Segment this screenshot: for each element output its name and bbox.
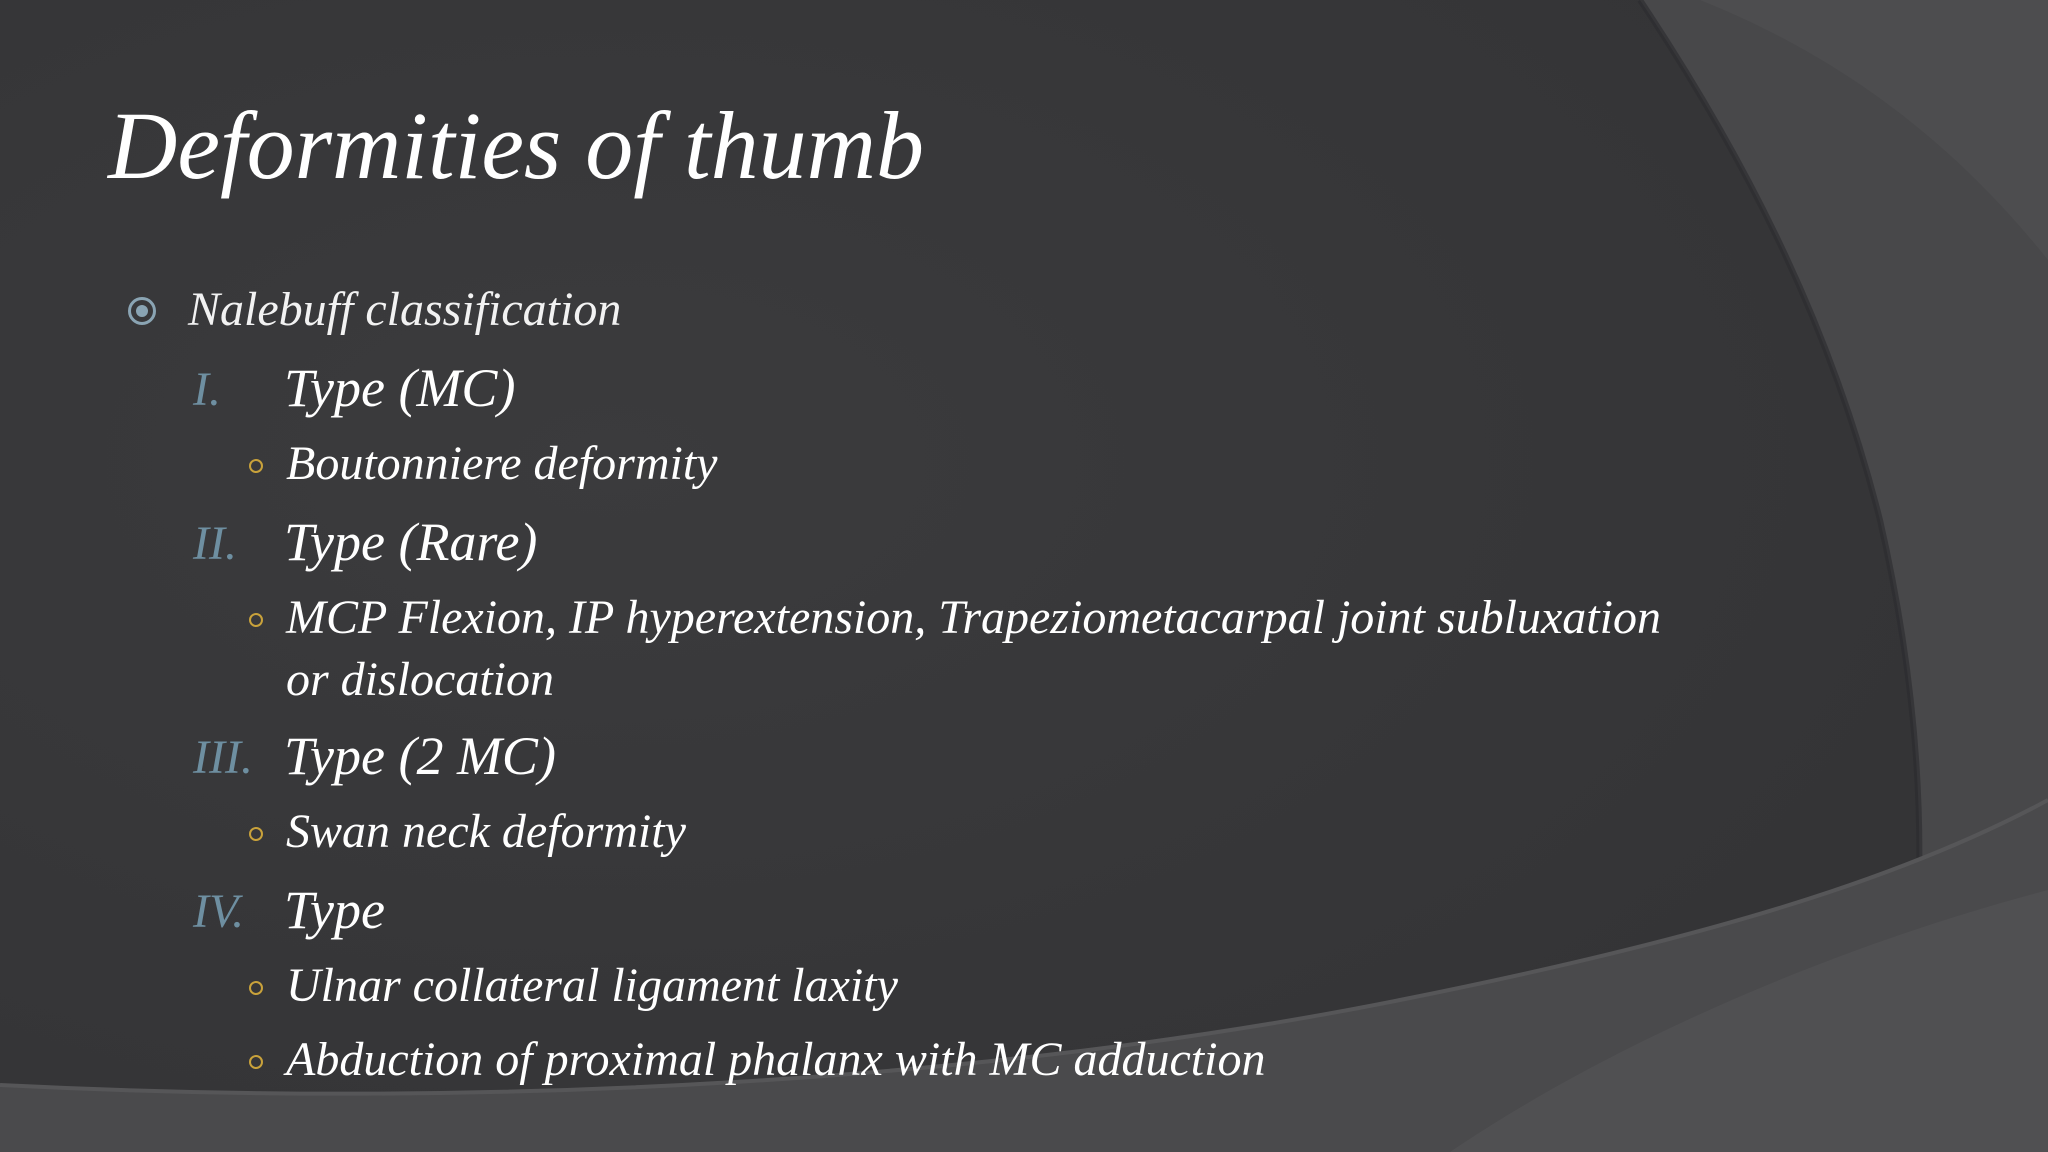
type-label: Type (MC) (284, 358, 516, 418)
type-detail-continuation: or dislocation (286, 653, 555, 706)
type-label: Type (2 MC) (284, 726, 556, 786)
circle-bullet-icon (249, 981, 263, 995)
type-detail: Abduction of proximal phalanx with MC adduction (286, 1033, 1266, 1086)
slide-title: Deformities of thumb (108, 92, 924, 199)
type-detail: Boutonniere deformity (286, 437, 718, 490)
type-detail: Swan neck deformity (286, 805, 686, 858)
type-numeral: II. (193, 517, 237, 570)
circle-bullet-icon (249, 1055, 263, 1069)
circle-bullet-icon (249, 459, 263, 473)
type-detail: MCP Flexion, IP hyperextension, Trapeziometacarpal joint subluxation (286, 591, 1661, 644)
target-bullet-icon (127, 296, 157, 326)
circle-bullet-icon (249, 613, 263, 627)
type-detail: Ulnar collateral ligament laxity (286, 959, 898, 1012)
type-numeral: III. (193, 731, 253, 784)
type-numeral: I. (193, 363, 221, 416)
type-numeral: IV. (193, 885, 245, 938)
type-label: Type (Rare) (284, 512, 538, 572)
circle-bullet-icon (249, 827, 263, 841)
classification-heading: Nalebuff classification (188, 283, 622, 336)
type-label: Type (284, 880, 385, 940)
